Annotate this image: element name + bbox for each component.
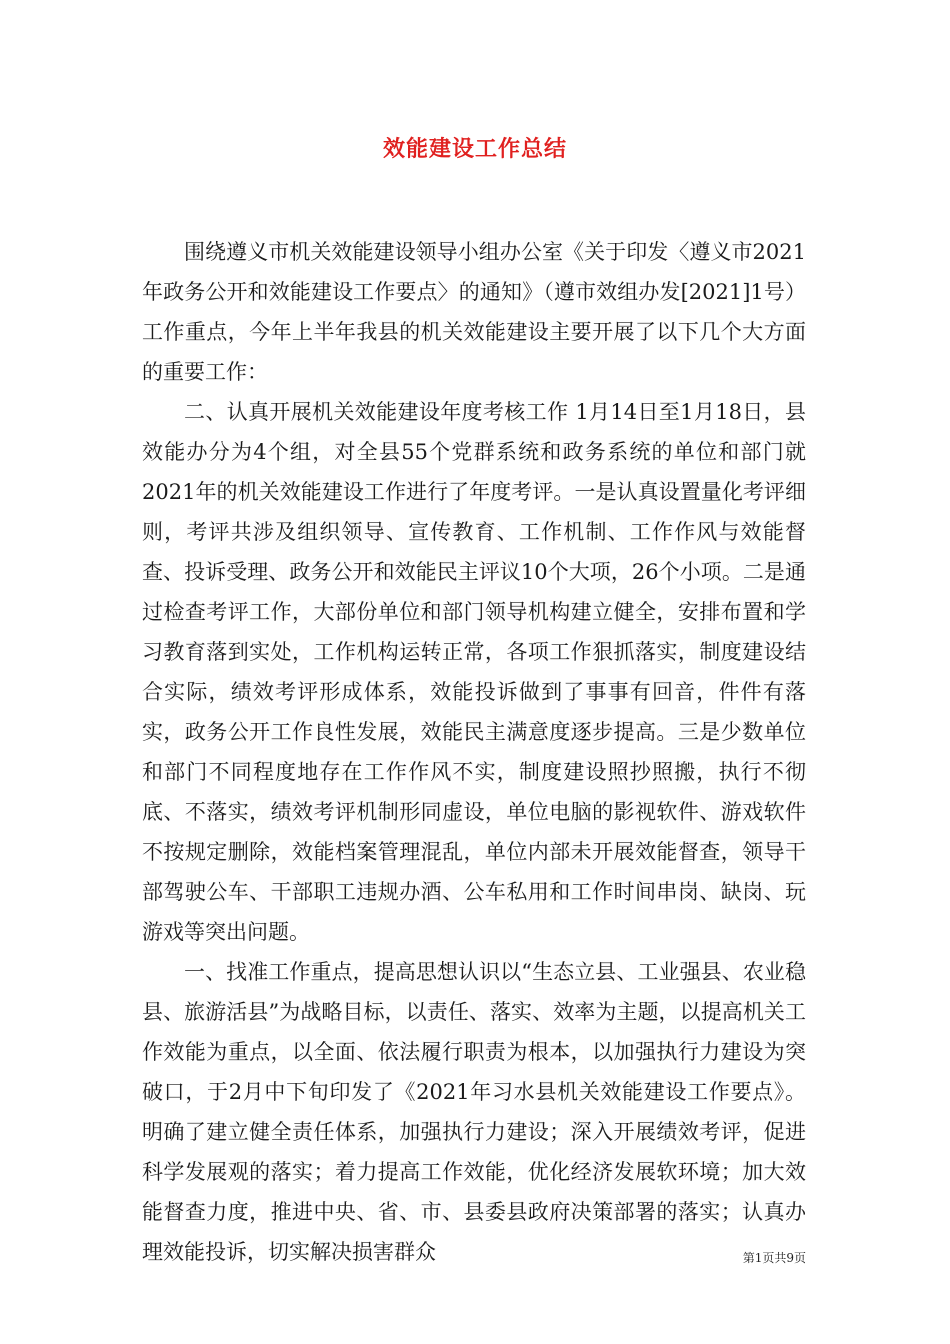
page-title: 效能建设工作总结 <box>382 137 567 162</box>
paragraph-section-one: 一、找准工作重点，提高思想认识以“生态立县、工业强县、农业稳县、旅游活县”为战略目标，以责任、落实、效率为主题，以提高机关工作效能为重点，以全面、依法履行职责为根本，以加强执行力建设为突破口，于2月中下旬印发了《2021年习水县机关效能建设工作要点》。明确了建立健全责任体系，加强执行力建设；深入开展绩效考评，促进科学发展观的落实；着力提高工作效能，优化经济发展软环境；加大效能督查力度，推进中央、省、市、县委县政府决策部署的落实；认真办理效能投诉，切实解决损害群众 <box>142 960 806 1264</box>
paragraph-intro: 围绕遵义市机关效能建设领导小组办公室《关于印发〈遵义市2021年政务公开和效能建设工作要点〉的通知》（遵市效组办发[2021]1号）工作重点，今年上半年我县的机关效能建设主要开展了以下几个大方面的重要工作： <box>142 240 806 384</box>
paragraph-section-two: 二、认真开展机关效能建设年度考核工作 1月14日至1月18日，县效能办分为4个组，对全县55个党群系统和政务系统的单位和部门就2021年的机关效能建设工作进行了年度考评。一是认真设置量化考评细则，考评共涉及组织领导、宣传教育、工作机制、工作作风与效能督查、投诉受理、政务公开和效能民主评议10个大项，26个小项。二是通过检查考评工作，大部份单位和部门领导机构建立健全，安排布置和学习教育落到实处，工作机构运转正常，各项工作狠抓落实，制度建设结合实际，绩效考评形成体系，效能投诉做到了事事有回音，件件有落实，政务公开工作良性发展，效能民主满意度逐步提高。三是少数单位和部门不同程度地存在工作作风不实，制度建设照抄照搬，执行不彻底、不落实，绩效考评机制形同虚设，单位电脑的影视软件、游戏软件不按规定删除，效能档案管理混乱，单位内部未开展效能督查，领导干部驾驶公车、干部职工违规办酒、公车私用和工作时间串岗、缺岗、玩游戏等突出问题。 <box>142 400 806 944</box>
page-number-footer: 第1页共9页 <box>742 1251 806 1265</box>
document-body <box>142 232 806 1272</box>
